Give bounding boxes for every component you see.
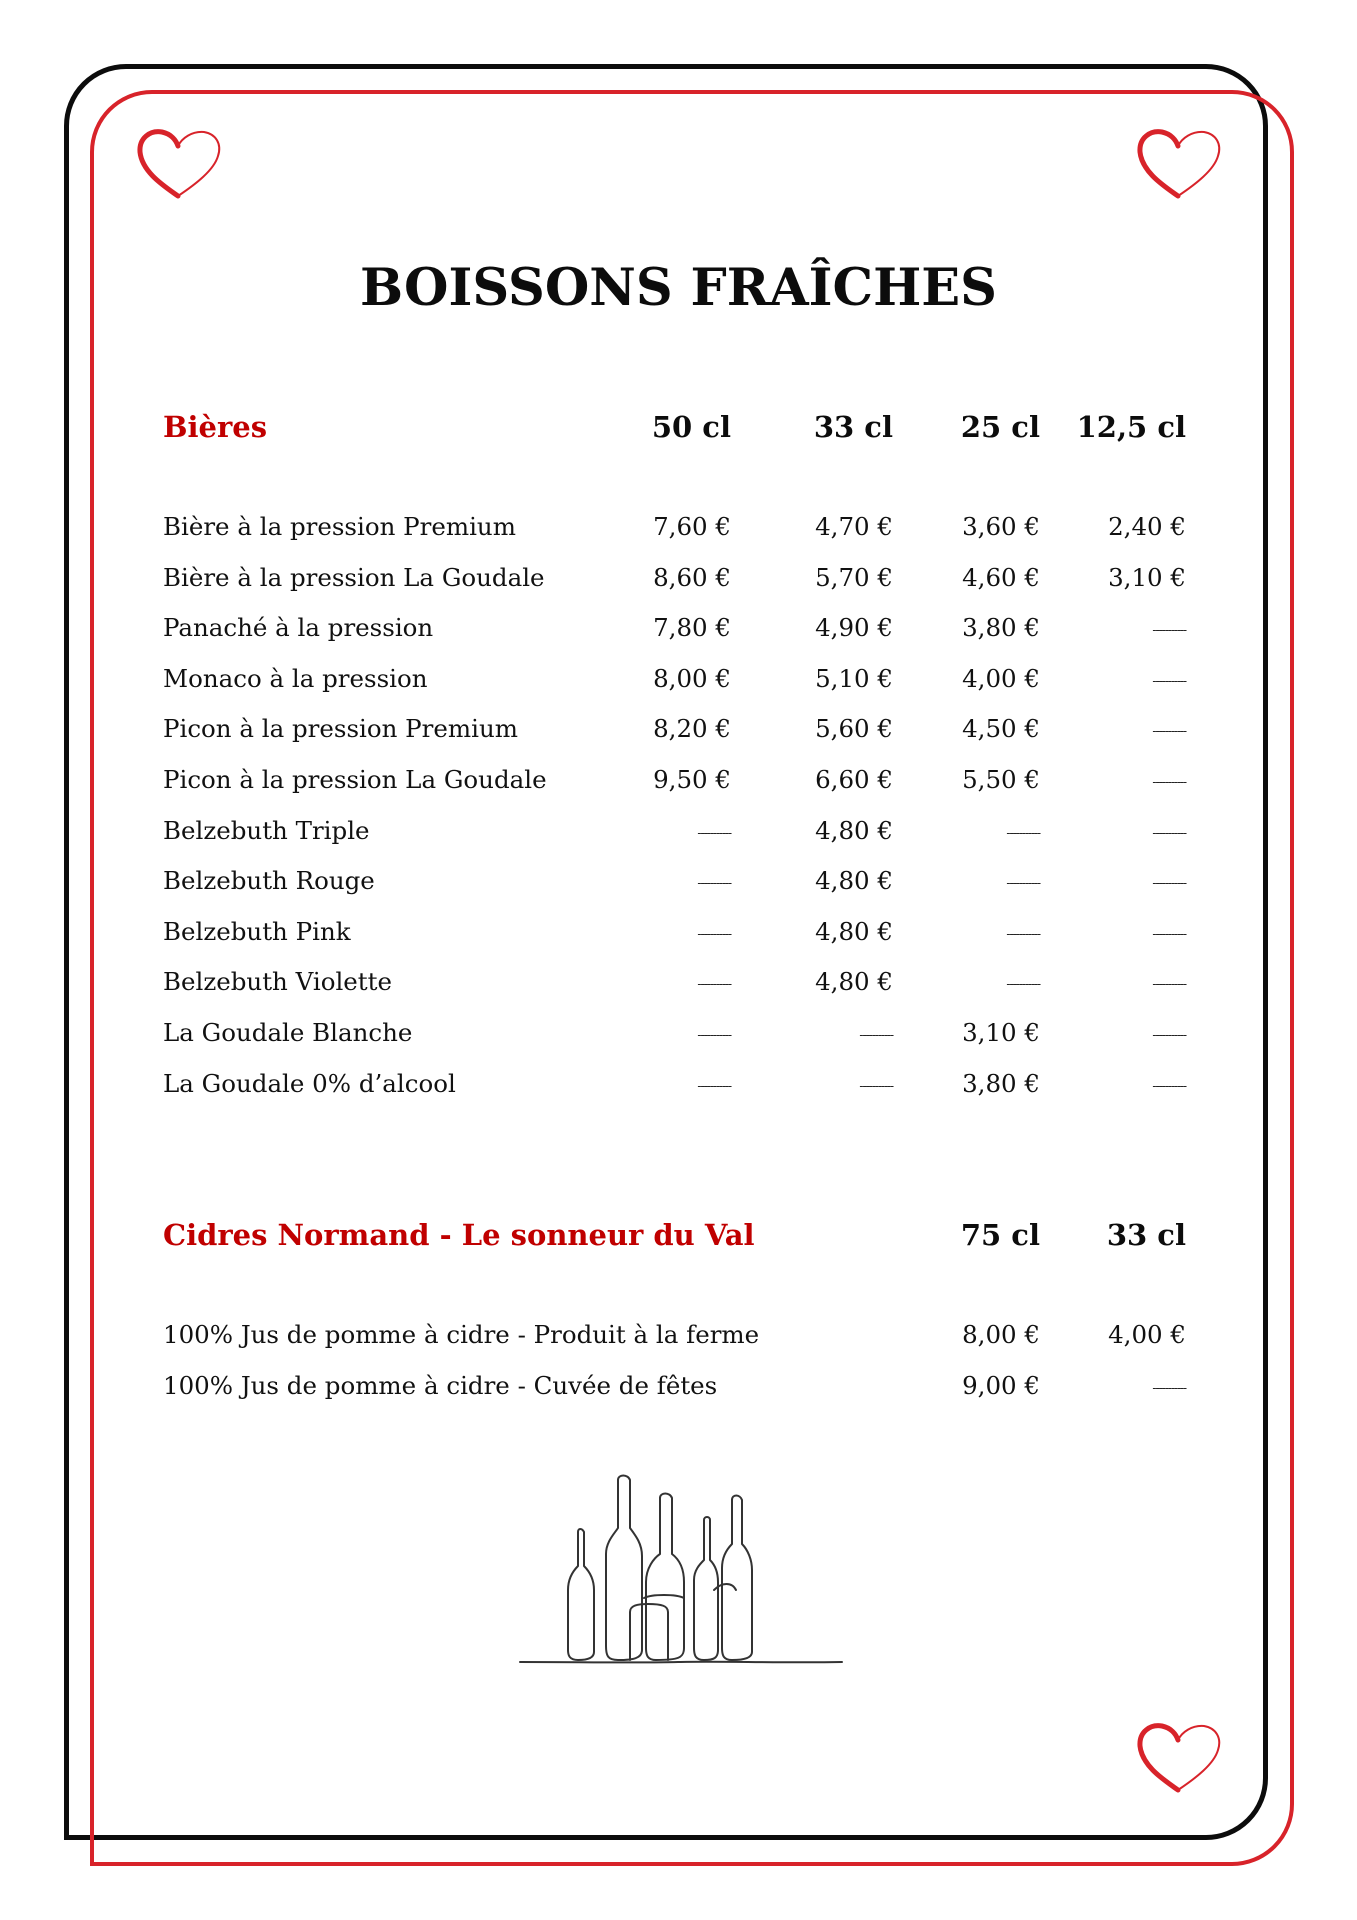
item-price: 2,40 € <box>1108 512 1186 541</box>
item-name: Panaché à la pression <box>163 613 434 643</box>
item-name: La Goudale 0% d’alcool <box>163 1068 456 1098</box>
item-price: 8,20 € <box>653 714 731 744</box>
menu-row <box>0 866 1357 917</box>
item-price: ----------- <box>859 1078 893 1093</box>
item-price: 6,60 € <box>815 764 893 794</box>
col-head-75cl: 75 cl <box>960 1218 1040 1252</box>
menu-row <box>0 1320 1357 1371</box>
item-price: 4,50 € <box>962 714 1040 744</box>
menu-row <box>0 967 1357 1018</box>
item-price: 4,70 € <box>815 512 893 541</box>
col-head-33cl: 33 cl <box>813 410 893 444</box>
item-price: 4,00 € <box>962 663 1040 693</box>
menu-row <box>0 1371 1357 1422</box>
menu-row <box>0 563 1357 614</box>
item-name: 100% Jus de pomme à cidre - Produit à la ferme <box>163 1320 760 1349</box>
item-price: 4,60 € <box>962 562 1040 592</box>
item-name: Bière à la pression La Goudale <box>163 562 545 592</box>
bottles-illustration <box>518 1470 844 1670</box>
item-price: 5,10 € <box>815 663 893 693</box>
item-price: 5,70 € <box>815 562 893 592</box>
item-name: Picon à la pression La Goudale <box>163 764 547 794</box>
item-price: 7,60 € <box>653 512 731 541</box>
section-title-ciders: Cidres Normand - Le sonneur du Val <box>163 1218 755 1252</box>
item-price: ----------- <box>1152 673 1186 688</box>
item-price: 4,00 € <box>1108 1320 1186 1349</box>
item-price: ----------- <box>1152 977 1186 992</box>
item-price: 5,50 € <box>962 764 1040 794</box>
item-price: ----------- <box>1006 876 1040 891</box>
menu-row <box>0 613 1357 664</box>
beers-list <box>0 512 1357 1119</box>
item-price: ----------- <box>1152 926 1186 941</box>
item-price: ----------- <box>1152 1078 1186 1093</box>
item-price: ----------- <box>1152 623 1186 638</box>
col-head-33cl-cider: 33 cl <box>1106 1218 1186 1252</box>
item-price: 8,00 € <box>653 663 731 693</box>
menu-row <box>0 1069 1357 1120</box>
item-name: Picon à la pression Premium <box>163 714 518 744</box>
menu-row <box>0 512 1357 563</box>
item-price: ----------- <box>1006 977 1040 992</box>
item-price: ----------- <box>1152 724 1186 739</box>
item-price: ----------- <box>697 825 731 840</box>
item-price: ----------- <box>697 926 731 941</box>
menu-row <box>0 765 1357 816</box>
menu-row <box>0 664 1357 715</box>
col-head-50cl: 50 cl <box>651 410 731 444</box>
menu-row <box>0 917 1357 968</box>
item-price: 9,00 € <box>962 1370 1040 1400</box>
item-name: Belzebuth Triple <box>163 815 370 845</box>
ciders-header <box>0 1218 1357 1268</box>
item-price: 4,90 € <box>815 613 893 643</box>
col-head-25cl: 25 cl <box>960 410 1040 444</box>
item-price: 4,80 € <box>815 815 893 845</box>
item-price: 4,80 € <box>815 866 893 896</box>
item-price: 7,80 € <box>653 613 731 643</box>
item-price: 5,60 € <box>815 714 893 744</box>
heart-icon <box>1134 1720 1226 1794</box>
section-title-beers: Bières <box>163 410 268 444</box>
item-name: La Goudale Blanche <box>163 1017 413 1047</box>
heart-icon <box>134 126 226 200</box>
item-price: 4,80 € <box>815 967 893 997</box>
item-price: 3,60 € <box>962 512 1040 541</box>
item-price: 3,10 € <box>1108 562 1186 592</box>
item-price: 4,80 € <box>815 916 893 946</box>
item-name: Bière à la pression Premium <box>163 512 516 541</box>
item-price: ----------- <box>1152 876 1186 891</box>
item-price: ----------- <box>697 1078 731 1093</box>
item-price: ----------- <box>697 977 731 992</box>
item-price: 8,00 € <box>962 1320 1040 1349</box>
item-name: Belzebuth Pink <box>163 916 351 946</box>
item-price: ----------- <box>1006 926 1040 941</box>
item-name: Belzebuth Rouge <box>163 866 375 896</box>
item-price: ----------- <box>1152 1027 1186 1042</box>
heart-icon <box>1134 126 1226 200</box>
item-price: ----------- <box>697 1027 731 1042</box>
col-head-12-5cl: 12,5 cl <box>1076 410 1186 444</box>
ciders-list <box>0 1320 1357 1421</box>
item-price: ----------- <box>1006 825 1040 840</box>
menu-row <box>0 1018 1357 1069</box>
item-price: 3,80 € <box>962 613 1040 643</box>
item-price: ----------- <box>1152 774 1186 789</box>
item-price: ----------- <box>697 876 731 891</box>
item-price: ----------- <box>1152 825 1186 840</box>
item-price: 8,60 € <box>653 562 731 592</box>
item-price: 3,10 € <box>962 1017 1040 1047</box>
item-price: 9,50 € <box>653 764 731 794</box>
item-price: ----------- <box>859 1027 893 1042</box>
item-price: ----------- <box>1152 1380 1186 1395</box>
page-title: BOISSONS FRAÎCHES <box>359 258 997 318</box>
item-name: Monaco à la pression <box>163 663 428 693</box>
item-name: Belzebuth Violette <box>163 967 392 997</box>
menu-row <box>0 714 1357 765</box>
item-name: 100% Jus de pomme à cidre - Cuvée de fêtes <box>163 1370 718 1400</box>
item-price: 3,80 € <box>962 1068 1040 1098</box>
beers-header <box>0 410 1357 460</box>
menu-row <box>0 816 1357 867</box>
